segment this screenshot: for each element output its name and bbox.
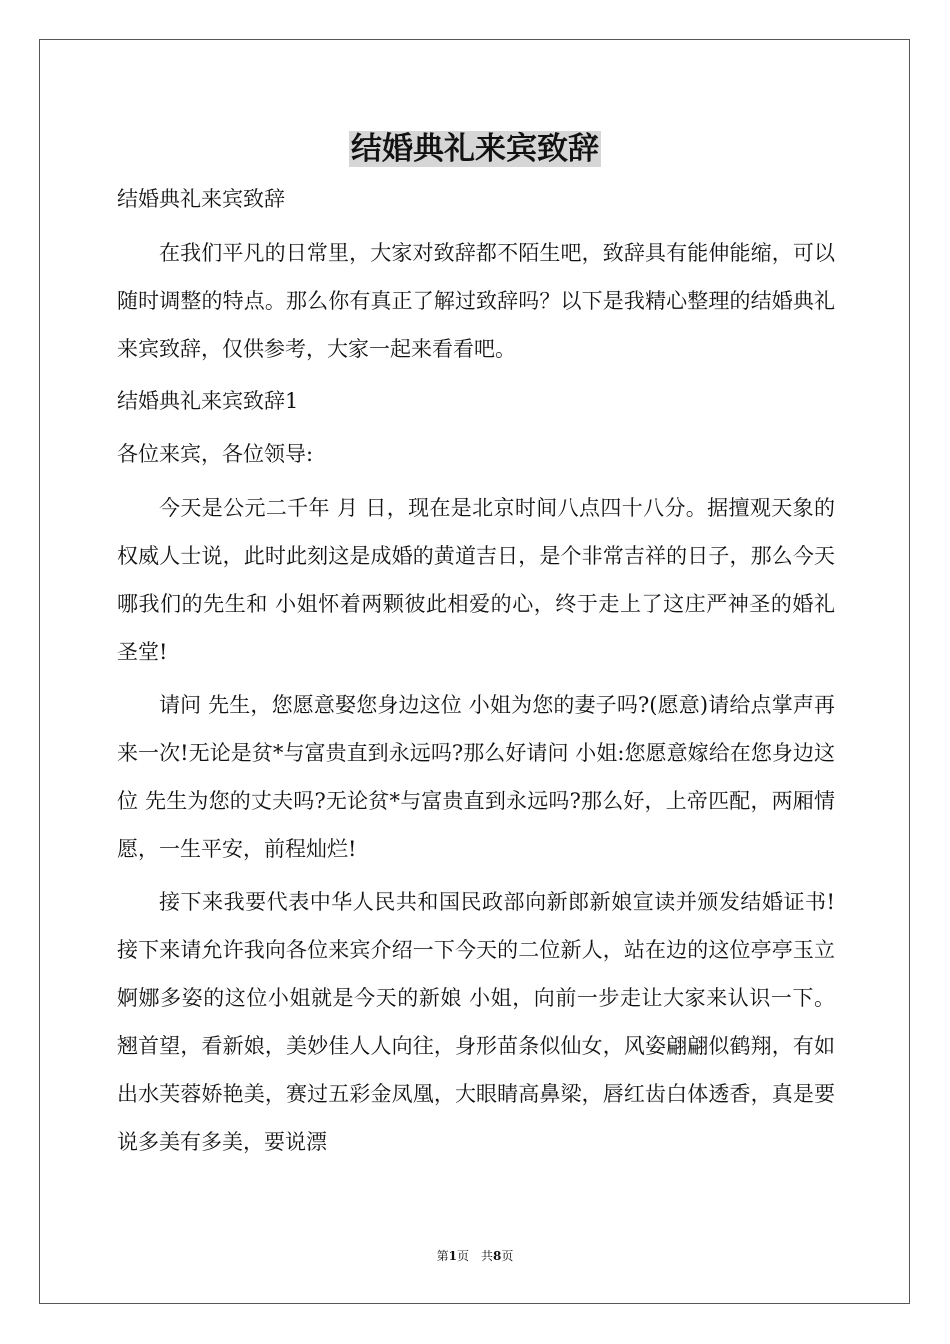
- page-footer: [0, 1246, 950, 1266]
- page-total-prefix: 共: [481, 1249, 494, 1263]
- page-total-suffix: 页: [501, 1249, 514, 1263]
- body-paragraph: 今天是公元二千年 月 日，现在是北京时间八点四十八分。据擅观天象的权威人士说，此时此刻这是成婚的黄道吉日，是个非常吉祥的日子，那么今天哪我们的先生和 小姐怀着两颗彼此相爱的心，终于走上了这庄严神圣的婚礼圣堂!: [117, 496, 835, 664]
- document-title-text: 结婚典礼来宾致辞: [351, 131, 599, 167]
- page-number-current: 1: [448, 1249, 457, 1263]
- page-number-suffix: 页: [456, 1249, 469, 1263]
- page-number-prefix: 第: [436, 1249, 449, 1263]
- page-total: 8: [493, 1249, 502, 1263]
- section-heading: 结婚典礼来宾致辞1: [117, 389, 299, 413]
- body-paragraph: 接下来我要代表中华人民共和国民政部向新郎新娘宣读并颁发结婚证书!接下来请允许我向各位来宾介绍一下今天的二位新人，站在边的这位亭亭玉立婀娜多姿的这位小姐就是今天的新娘 小姐，向前一步走让大家来认识一下。翘首望，看新娘，美妙佳人人向往，身形苗条似仙女，风姿翩翩似鹤翔，有如出水芙蓉娇艳美，赛过五彩金凤凰，大眼睛高鼻梁，唇红齿白体透香，真是要说多美有多美，要说漂: [117, 890, 835, 1154]
- salutation: 各位来宾，各位领导:: [117, 442, 314, 466]
- document-body: [117, 176, 835, 1171]
- body-paragraph: 结婚典礼来宾致辞: [117, 187, 285, 211]
- document-title: [0, 124, 950, 174]
- body-paragraph: 请问 先生，您愿意娶您身边这位 小姐为您的妻子吗?(愿意)请给点掌声再来一次!无论是贫*与富贵直到永远吗?那么好请问 小姐:您愿意嫁给在您身边这位 先生为您的丈夫吗?无论贫*与富贵直到永远吗?那么好，上帝匹配，两厢情愿，一生平安，前程灿烂!: [117, 693, 835, 861]
- body-paragraph: 在我们平凡的日常里，大家对致辞都不陌生吧，致辞具有能伸能缩，可以随时调整的特点。那么你有真正了解过致辞吗？以下是我精心整理的结婚典礼来宾致辞，仅供参考，大家一起来看看吧。: [117, 241, 835, 361]
